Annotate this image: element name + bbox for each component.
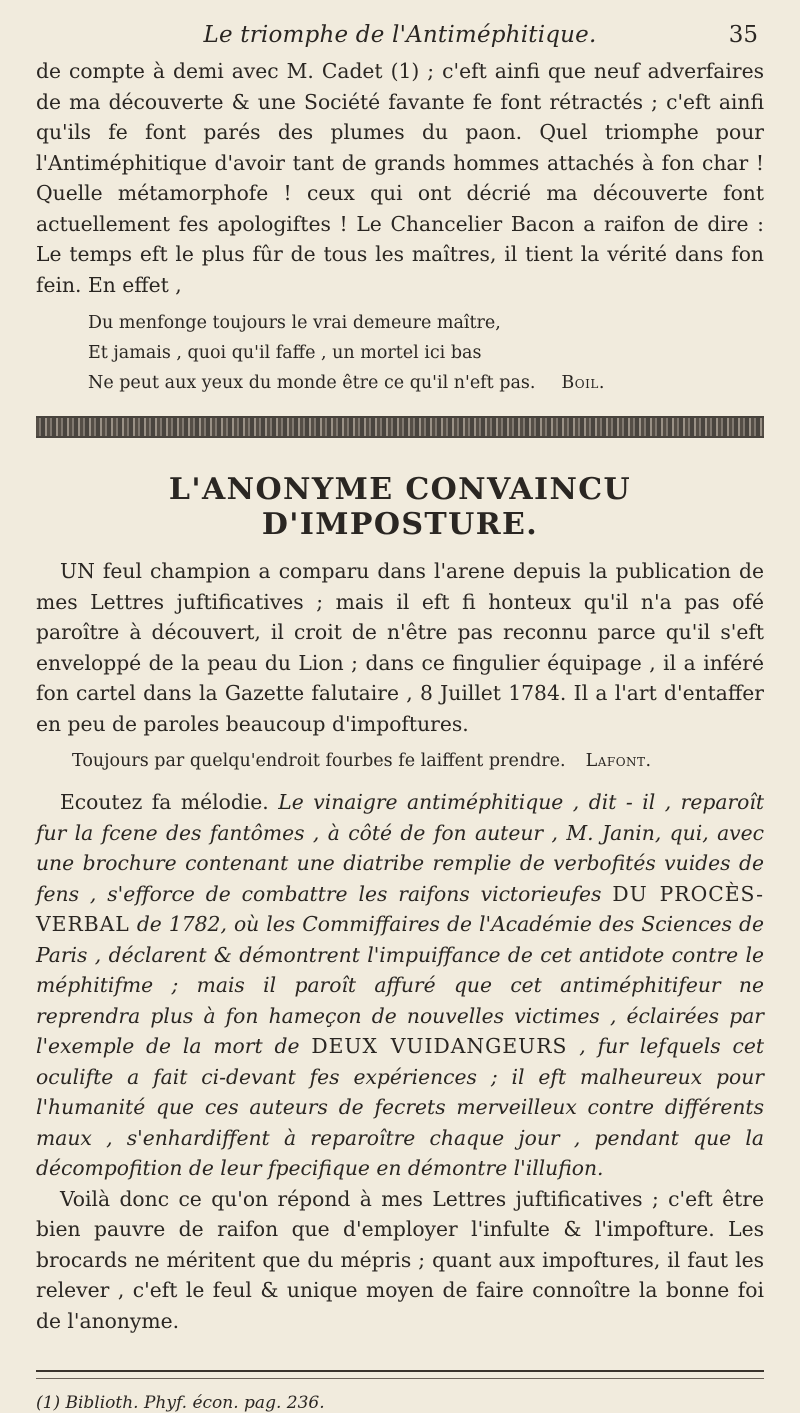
- paragraph-champion: UN feul champion a comparu dans l'arene depuis la publication de mes Lettres juftificatives ; mais il eft fi honteux qu'il n'a pas ofé paroître à découvert, il croit de n'être pas reconnu parce qu'il s'eft enveloppé de la peau du Lion ; dans ce fingulier équipage , il a inféré fon cartel dans la Gazette falutaire , 8 Juillet 1784. Il a l'art d'entaffer en peu de paroles beaucoup d'impoftures.: [36, 559, 764, 736]
- paragraph-lead: Ecoutez fa mélodie.: [60, 790, 269, 814]
- section-title: L'ANONYME CONVAINCU D'IMPOSTURE.: [168, 472, 632, 542]
- italic-passage: , fur lefquels cet oculifte a fait ci-devant fes expériences ; il eft malheureux pour l'humanité que ces auteurs de fecrets merveilleux contre différents maux , s'enhardiffent à reparoître chaque jour , pendant que la décompofition de leur fpecifique en démontre l'illufion.: [36, 1034, 765, 1180]
- page-header: [36, 22, 764, 56]
- ornamental-divider: [36, 416, 764, 438]
- footnote: (1) Biblioth. Phyf. écon. pag. 236.: [36, 1393, 325, 1413]
- italic-passage: de 1782, où les Commiffaires de l'Académie des Sciences de Paris , déclarent & démontrent l'impuiffance de cet antidote contre le méphitifme ; mais il paroît affuré que cet antiméphitifeur ne reprendra plus à fon hameçon de nouvelles victimes , éclairées par l'exemple de la mort de: [36, 912, 764, 1058]
- verse-line: Du menfonge toujours le vrai demeure maître,: [88, 313, 501, 333]
- verse-quotation: [88, 308, 764, 398]
- running-title: Le triomphe de l'Antiméphitique.: [203, 22, 597, 48]
- caps-phrase: DEUX VUIDANGEURS: [311, 1034, 568, 1058]
- quote-text: Toujours par quelqu'endroit fourbes fe laiffent prendre.: [72, 751, 566, 771]
- verse-attribution: Boil.: [561, 373, 605, 393]
- paragraph-conclusion: Voilà donc ce qu'on répond à mes Lettres juftificatives ; c'eft être bien pauvre de raifon que d'employer l'infulte & l'impofture. Les brocards ne méritent que du mépris ; quant aux impoftures, il faut les relever , c'eft le feul & unique moyen de faire connoître la bonne foi de l'anonyme.: [36, 1186, 764, 1333]
- quote-lafont: [72, 747, 764, 775]
- quote-attribution: Lafont.: [585, 751, 652, 771]
- paragraph-melodie: [36, 787, 764, 1184]
- italic-passage: Le vinaigre antiméphitique , dit - il , reparoît fur la fcene des fantômes , à côté de fon auteur , M. Janin, qui, avec une brochure contenant une diatribe remplie de verbofités vuides de fens , s'efforce de combattre les raifons victorieufes: [36, 790, 764, 906]
- footnote-divider: [36, 1370, 764, 1379]
- intro-paragraph: de compte à demi avec M. Cadet (1) ; c'eft ainfi que neuf adverfaires de ma découverte & une Société favante fe font rétractés ; c'eft ainfi qu'ils fe font parés des plumes du paon. Quel triomphe pour l'Antiméphitique d'avoir tant de grands hommes attachés à fon char ! Quelle métamorphofe ! ceux qui ont décrié ma découverte font actuellement fes apologiftes ! Le Chancelier Bacon a raifon de dire : Le temps eft le plus fûr de tous les maîtres, il tient la vérité dans fon fein. En effet ,: [36, 59, 764, 297]
- page-number: 35: [728, 22, 758, 48]
- verse-line-text: Ne peut aux yeux du monde être ce qu'il n'eft pas.: [88, 373, 536, 393]
- verse-line-last: [88, 368, 764, 398]
- caps-phrase: DU PROCÈS-VERBAL: [36, 881, 765, 936]
- verse-line: Et jamais , quoi qu'il faffe , un mortel ici bas: [88, 343, 482, 363]
